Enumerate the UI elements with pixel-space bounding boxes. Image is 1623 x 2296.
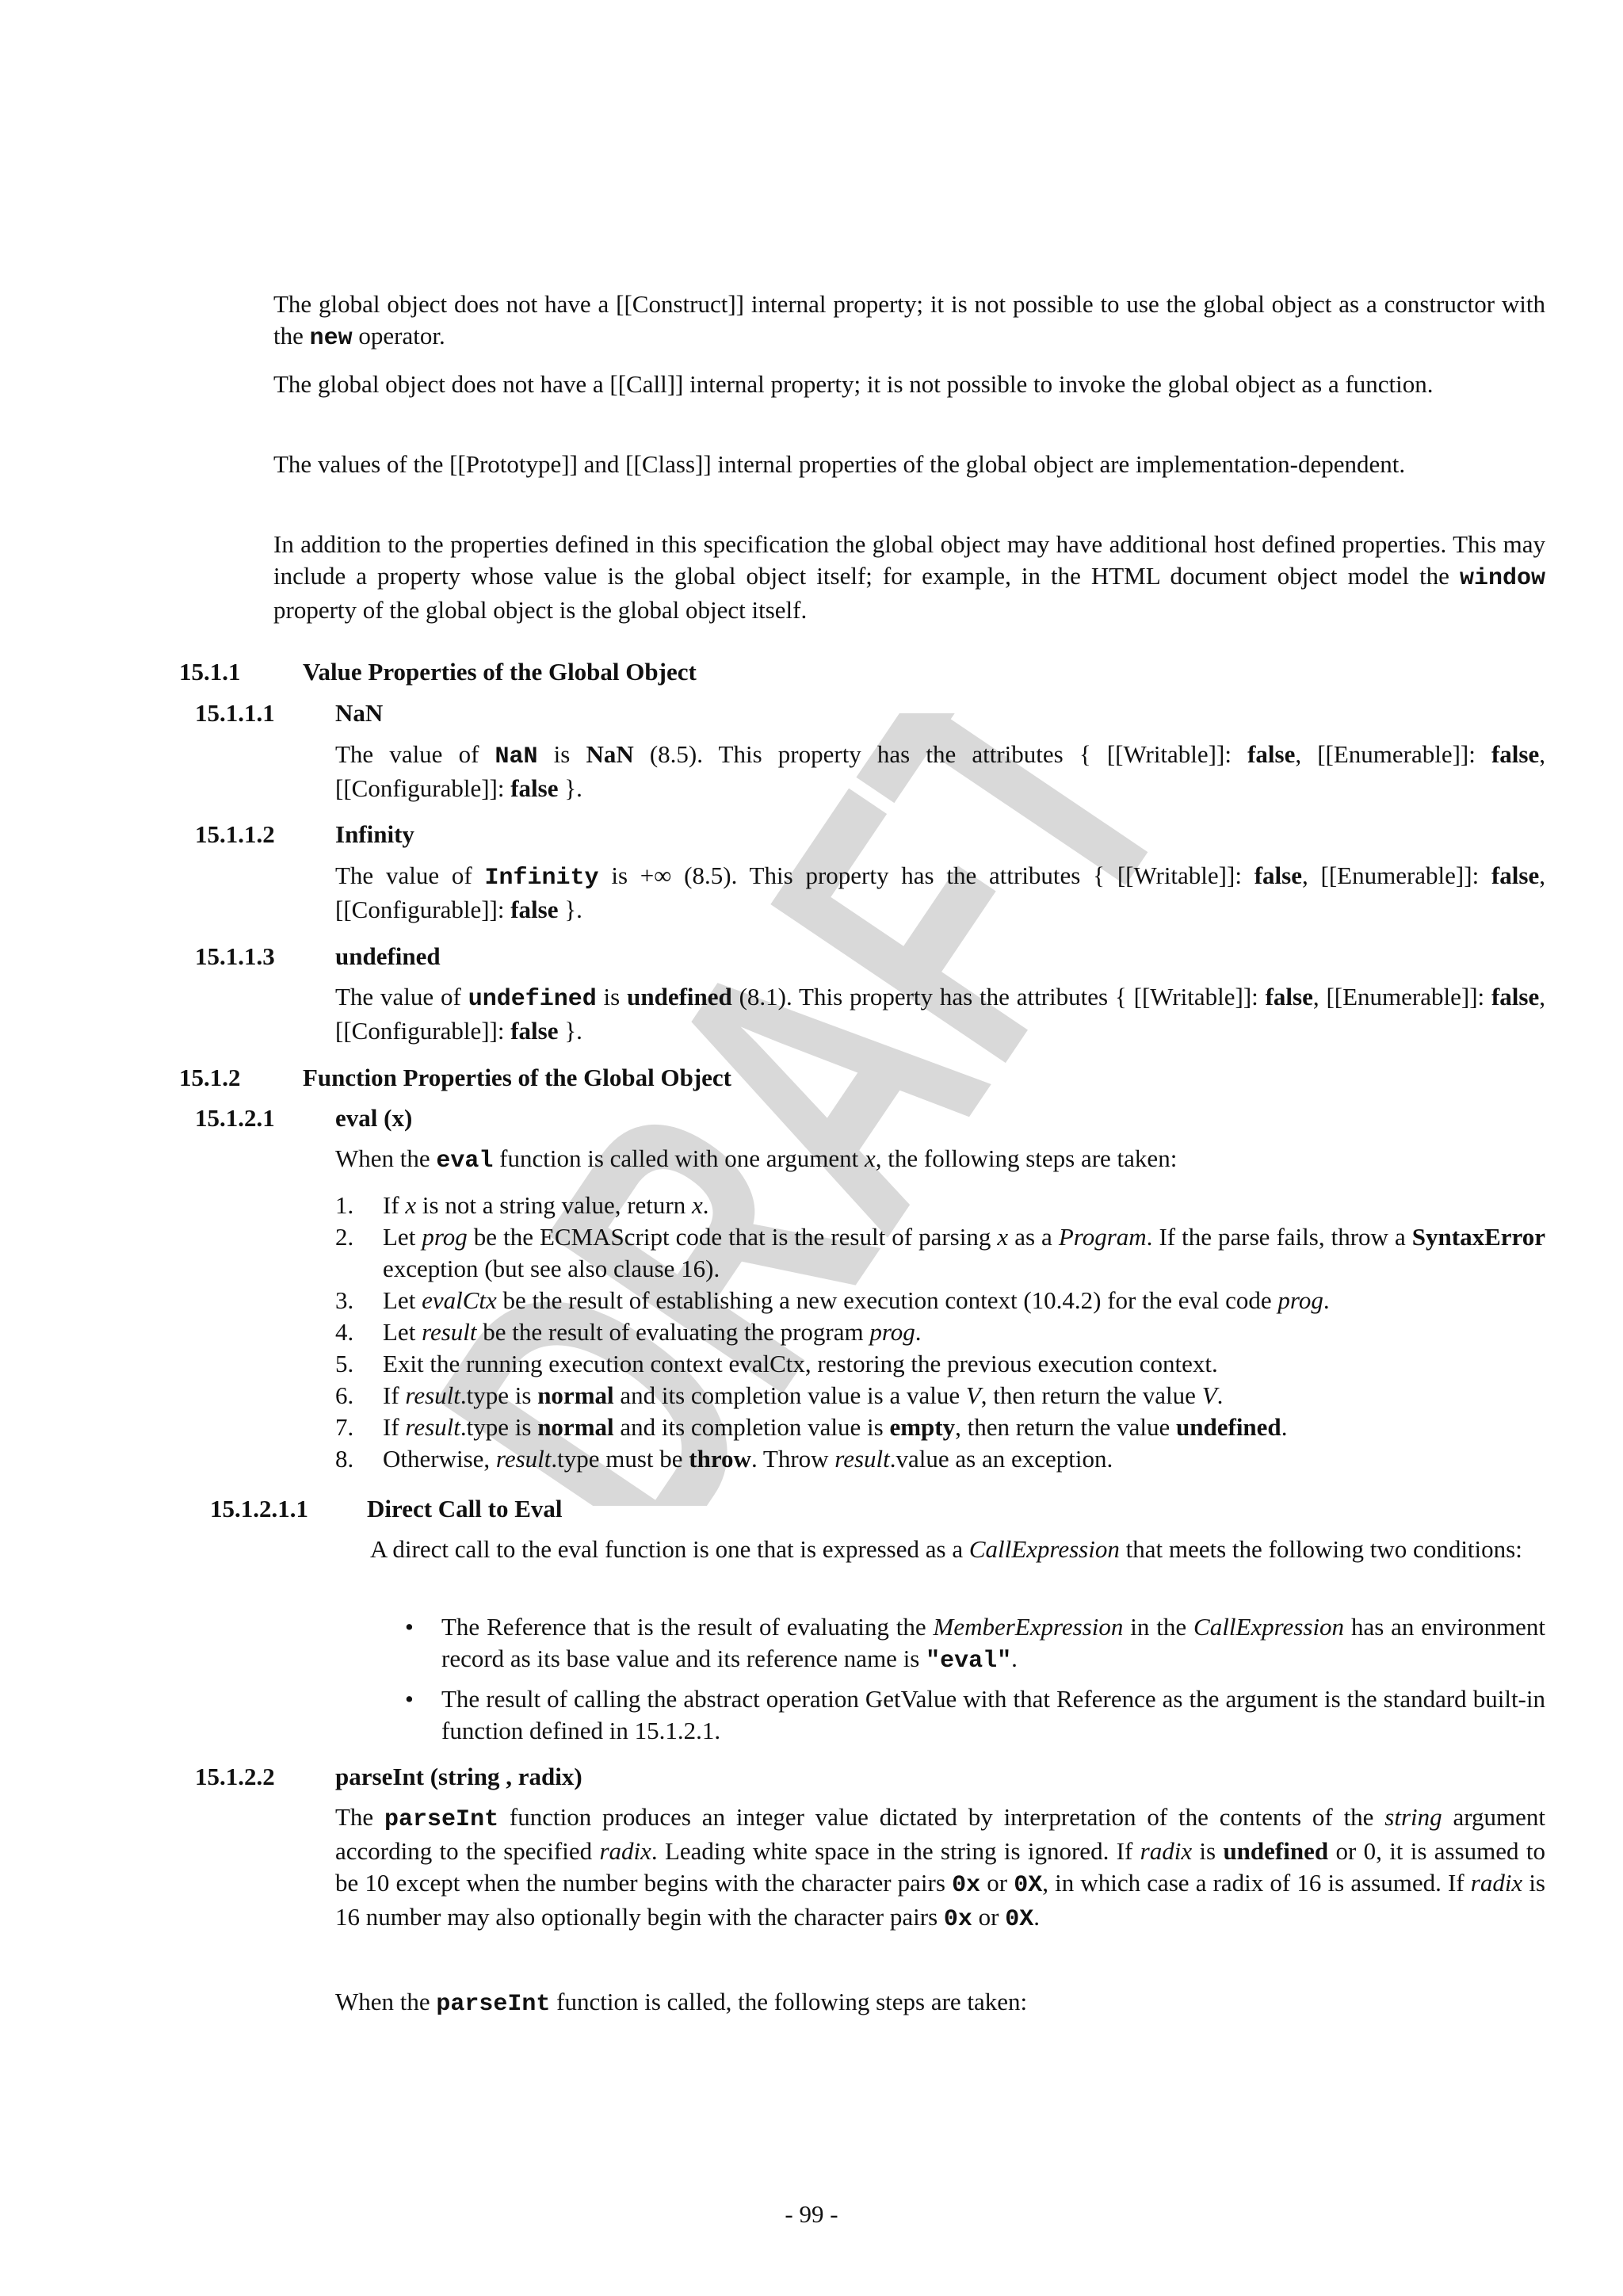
- watermark-text: DRAFT: [352, 713, 1387, 1506]
- section-number: 15.1.2.2: [195, 1763, 275, 1790]
- parseint-steps-intro: When the parseInt function is called, the following steps are taken:: [335, 1988, 1028, 2018]
- list-item: 3. Let evalCtx be the result of establishing a new execution context (10.4.2) for the eval code prog.: [335, 1286, 1330, 1314]
- section-title: parseInt (string , radix): [335, 1763, 582, 1790]
- list-item: 8. Otherwise, result.type must be throw. Throw result.value as an exception.: [335, 1445, 1113, 1473]
- section-number: 15.1.2: [179, 1064, 241, 1091]
- section-number: 15.1.1.3: [195, 942, 275, 970]
- list-item: 5. Exit the running execution context evalCtx, restoring the previous execution context.: [335, 1350, 1218, 1377]
- page-number: - 99 -: [785, 2200, 838, 2228]
- undefined-description: The value of undefined is undefined (8.1). This property has the attributes { [[Writable]]: false, [[Enumerable]]: false, [[Configurable]]: false }.: [335, 983, 1545, 1045]
- intro-paragraph-4: In addition to the properties defined in this specification the global object may have additional host defined properties. This may include a property whose value is the global object itself; for example, in the HTML document object model the window property of the global object is the global object itself.: [273, 530, 1545, 624]
- list-item: 7. If result.type is normal and its completion value is empty, then return the value undefined.: [335, 1413, 1288, 1441]
- direct-call-description: A direct call to the eval function is one that is expressed as a CallExpression that meets the following two conditions:: [370, 1535, 1522, 1563]
- direct-call-conditions: [394, 1611, 1545, 1753]
- section-heading-15-1-1-3: [195, 941, 441, 972]
- section-number: 15.1.1: [179, 658, 241, 686]
- bullet-icon: •: [405, 1613, 414, 1641]
- list-item: • The Reference that is the result of evaluating the MemberExpression in the CallExpression has an environment record as its base value and its reference name is "eval".: [405, 1613, 1545, 1675]
- list-item: 6. If result.type is normal and its completion value is a value V, then return the value V.: [335, 1381, 1224, 1409]
- section-heading-15-1-2: [179, 1062, 732, 1094]
- section-heading-15-1-2-2: [195, 1761, 582, 1793]
- section-title: eval (x): [335, 1104, 413, 1132]
- section-number: 15.1.2.1: [195, 1104, 275, 1132]
- section-number: 15.1.1.2: [195, 820, 275, 848]
- section-heading-15-1-1-2: [195, 819, 414, 850]
- section-title: undefined: [335, 942, 441, 970]
- section-title: Direct Call to Eval: [367, 1495, 563, 1522]
- intro-paragraph-3: The values of the [[Prototype]] and [[Class]] internal properties of the global object are implementation-dependent.: [273, 450, 1406, 478]
- section-title: Function Properties of the Global Object: [303, 1064, 732, 1091]
- intro-paragraph-1: The global object does not have a [[Construct]] internal property; it is not possible to use the global object as a constructor with the new operator.: [273, 290, 1545, 352]
- infinity-description: The value of Infinity is +∞ (8.5). This property has the attributes { [[Writable]]: false, [[Enumerable]]: false, [[Configurable]]: false }.: [335, 861, 1545, 923]
- eval-steps-list: [335, 1190, 1545, 1475]
- section-heading-15-1-2-1: [195, 1102, 413, 1134]
- bullet-icon: •: [405, 1685, 414, 1713]
- list-item: 1. If x is not a string value, return x.: [335, 1191, 709, 1219]
- section-title: NaN: [335, 699, 384, 727]
- list-item: 2. Let prog be the ECMAScript code that is the result of parsing x as a Program. If the parse fails, throw a SyntaxError exception (but see also clause 16).: [335, 1223, 1545, 1282]
- list-item: • The result of calling the abstract operation GetValue with that Reference as the argument is the standard built-in function defined in 15.1.2.1.: [405, 1685, 1545, 1744]
- nan-description: The value of NaN is NaN (8.5). This property has the attributes { [[Writable]]: false, [[Enumerable]]: false, [[Configurable]]: false }.: [335, 740, 1545, 802]
- list-item: 4. Let result be the result of evaluating the program prog.: [335, 1318, 922, 1346]
- section-title: Infinity: [335, 820, 414, 848]
- section-heading-15-1-1-1: [195, 697, 384, 729]
- section-number: 15.1.2.1.1: [210, 1495, 308, 1522]
- intro-paragraph-2: The global object does not have a [[Call]] internal property; it is not possible to invoke the global object as a function.: [273, 370, 1434, 398]
- section-number: 15.1.1.1: [195, 699, 275, 727]
- parseint-description: The parseInt function produces an integer value dictated by interpretation of the contents of the string argument according to the specified radix. Leading white space in the string is ignored. If radix is undefined or 0, it is assumed to be 10 except when the number begins with the character pairs 0x or 0X, in which case a radix of 16 is assumed. If radix is 16 number may also optionally begin with the character pairs 0x or 0X.: [335, 1803, 1546, 1933]
- section-heading-15-1-2-1-1: [210, 1493, 563, 1525]
- section-heading-15-1-1: [179, 656, 697, 688]
- eval-intro: When the eval function is called with one argument x, the following steps are taken:: [335, 1144, 1178, 1175]
- section-title: Value Properties of the Global Object: [303, 658, 697, 686]
